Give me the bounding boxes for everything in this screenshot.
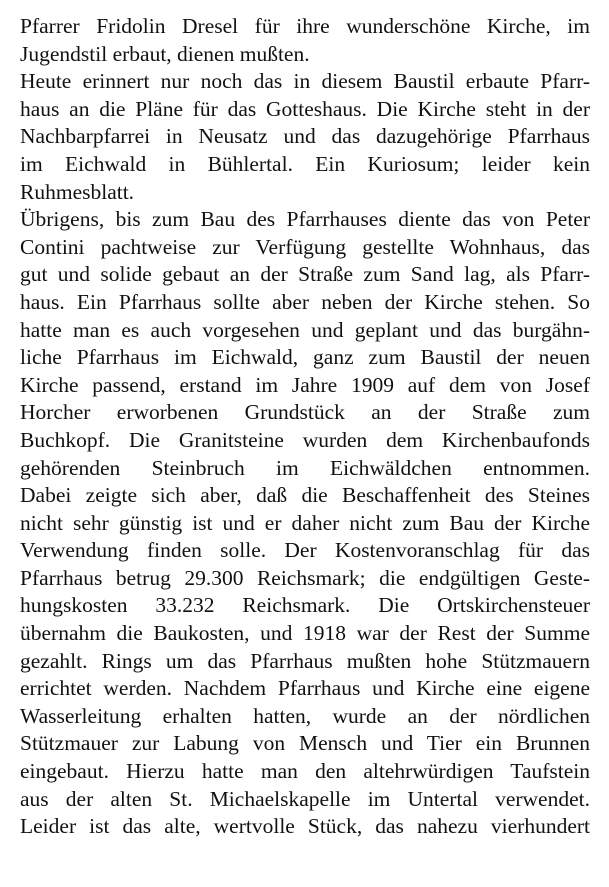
body-text — [20, 13, 590, 841]
text-line: haus an die Pläne für das Gotteshaus. Die Kirche steht in der — [20, 96, 590, 121]
text-line: Leider ist das alte, wertvolle Stück, das nahezu vierhundert — [20, 814, 590, 839]
text-line: Verwendung finden solle. Der Kostenvoranschlag für das — [20, 538, 590, 563]
text-line: Stützmauer zur Labung von Mensch und Tier ein Brunnen — [20, 731, 590, 756]
text-line: hatte man es auch vorgesehen und geplant und das burgähn- — [20, 317, 590, 342]
text-line: liche Pfarrhaus im Eichwald, ganz zum Baustil der neuen — [20, 345, 590, 370]
text-line: gehörenden Steinbruch im Eichwäldchen entnommen. — [20, 455, 590, 480]
text-line: gut und solide gebaut an der Straße zum Sand lag, als Pfarr- — [20, 262, 590, 287]
text-line: hungskosten 33.232 Reichsmark. Die Ortskirchensteuer — [20, 593, 590, 618]
text-line: Wasserleitung erhalten hatten, wurde an der nördlichen — [20, 703, 590, 728]
text-line: Contini pachtweise zur Verfügung gestellte Wohnhaus, das — [20, 234, 590, 259]
text-line: Kirche passend, erstand im Jahre 1909 auf dem von Josef — [20, 372, 590, 397]
text-line: Heute erinnert nur noch das in diesem Baustil erbaute Pfarr- — [20, 69, 590, 94]
text-line: Buchkopf. Die Granitsteine wurden dem Kirchenbaufonds — [20, 427, 590, 452]
text-line: Pfarrer Fridolin Dresel für ihre wunderschöne Kirche, im — [20, 14, 590, 38]
text-line: eingebaut. Hierzu hatte man den altehrwürdigen Taufstein — [20, 759, 590, 784]
text-line: aus der alten St. Michaelskapelle im Untertal verwendet. — [20, 786, 590, 811]
text-line: Jugendstil erbaut, dienen mußten. — [20, 41, 310, 66]
text-line: Übrigens, bis zum Bau des Pfarrhauses diente das von Peter — [20, 207, 590, 232]
text-line: Horcher erworbenen Grundstück an der Straße zum — [20, 400, 590, 425]
text-line: übernahm die Baukosten, und 1918 war der Rest der Summe — [20, 621, 590, 646]
text-line: errichtet werden. Nachdem Pfarrhaus und Kirche eine eigene — [20, 676, 590, 701]
text-line: gezahlt. Rings um das Pfarrhaus mußten hohe Stützmauern — [20, 648, 590, 673]
text-line: im Eichwald in Bühlertal. Ein Kuriosum; leider kein — [20, 151, 590, 176]
text-line: Dabei zeigte sich aber, daß die Beschaffenheit des Steines — [20, 483, 590, 508]
text-line: nicht sehr günstig ist und er daher nicht zum Bau der Kirche — [20, 510, 590, 535]
text-line: Pfarrhaus betrug 29.300 Reichsmark; die endgültigen Geste- — [20, 565, 590, 590]
text-line: Ruhmesblatt. — [20, 179, 135, 204]
text-line: Nachbarpfarrei in Neusatz und das dazugehörige Pfarrhaus — [20, 124, 590, 149]
text-line: haus. Ein Pfarrhaus sollte aber neben der Kirche stehen. So — [20, 289, 590, 314]
